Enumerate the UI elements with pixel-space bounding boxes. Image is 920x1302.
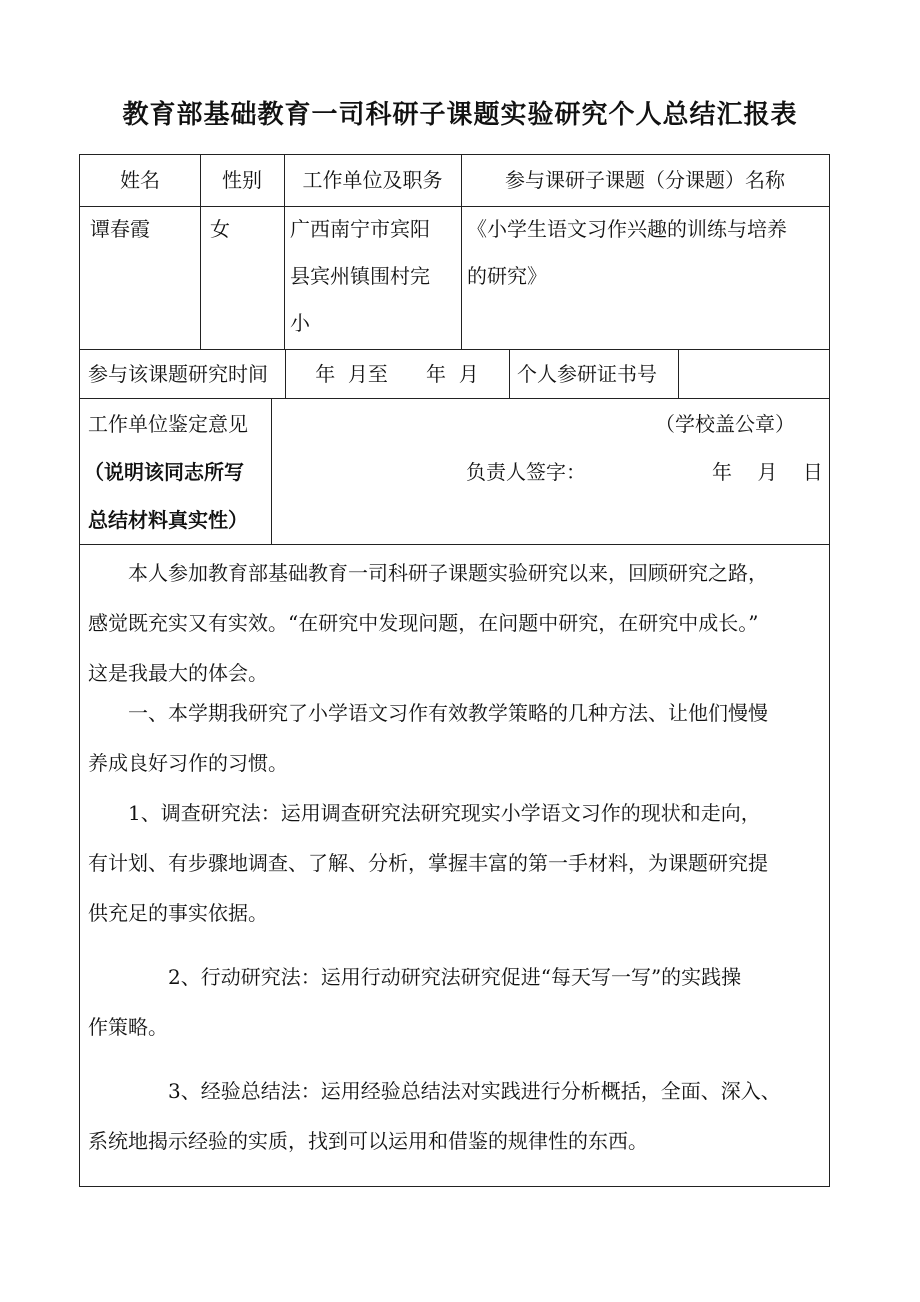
summary-form-table [79, 154, 830, 1187]
summary-paragraph [88, 688, 822, 788]
person-project-line: 的研究》 [467, 264, 547, 288]
appraisal-label-line: 总结材料真实性） [88, 508, 248, 532]
summary-line: 供充足的事实依据。 [88, 901, 268, 925]
period-value: 年 月至 年 月 [315, 362, 479, 386]
column-divider [509, 349, 510, 398]
header-workplace: 工作单位及职务 [302, 168, 443, 192]
school-seal-note: （学校盖公章） [655, 412, 795, 436]
appraisal-label-line: （说明该同志所写 [84, 460, 244, 484]
column-divider [678, 349, 679, 398]
header-project-title: 参与课研子课题（分课题）名称 [505, 168, 785, 192]
summary-line: 作策略。 [88, 1015, 168, 1039]
summary-line: 本人参加教育部基础教育一司科研子课题实验研究以来，回顾研究之路， [128, 561, 768, 585]
row-divider [80, 349, 829, 350]
summary-line: 这是我最大的体会。 [88, 661, 268, 685]
person-gender: 女 [210, 217, 230, 241]
appraisal-label-line: 工作单位鉴定意见 [88, 412, 248, 436]
summary-paragraph [88, 548, 822, 698]
summary-line: 系统地揭示经验的实质，找到可以运用和借鉴的规律性的东西。 [88, 1129, 648, 1153]
summary-line: 一、本学期我研究了小学语文习作有效教学策略的几种方法、让他们慢慢 [128, 701, 768, 725]
row-divider [80, 398, 829, 399]
summary-paragraph [88, 952, 822, 1052]
signature-date: 年 月 日 [712, 460, 823, 484]
certificate-label: 个人参研证书号 [517, 362, 657, 386]
header-gender: 性别 [222, 168, 262, 192]
summary-line: 感觉既充实又有实效。“在研究中发现问题，在问题中研究，在研究中成长。” [88, 611, 759, 635]
person-project-line: 《小学生语文习作兴趣的训练与培养 [467, 217, 787, 241]
person-workplace-line: 小 [290, 311, 310, 335]
signature-label: 负责人签字： [466, 460, 586, 484]
summary-line: 2、行动研究法：运用行动研究法研究促进“每天写一写”的实践操 [168, 965, 742, 989]
person-name: 谭春霞 [90, 217, 150, 241]
row-divider [80, 544, 829, 545]
header-name: 姓名 [120, 168, 160, 192]
person-workplace-line: 县宾州镇围村完 [290, 264, 430, 288]
summary-line: 养成良好习作的习惯。 [88, 751, 288, 775]
summary-line: 1、调查研究法：运用调查研究法研究现实小学语文习作的现状和走向， [128, 801, 761, 825]
period-label: 参与该课题研究时间 [88, 362, 268, 386]
summary-paragraph [88, 788, 822, 938]
person-workplace-line: 广西南宁市宾阳 [290, 217, 430, 241]
summary-line: 有计划、有步骤地调查、了解、分析，掌握丰富的第一手材料，为课题研究提 [88, 851, 768, 875]
page-title: 教育部基础教育一司科研子课题实验研究个人总结汇报表 [122, 100, 798, 130]
summary-line: 3、经验总结法：运用经验总结法对实践进行分析概括，全面、深入、 [168, 1079, 781, 1103]
summary-paragraph [88, 1066, 822, 1166]
column-divider [271, 398, 272, 544]
